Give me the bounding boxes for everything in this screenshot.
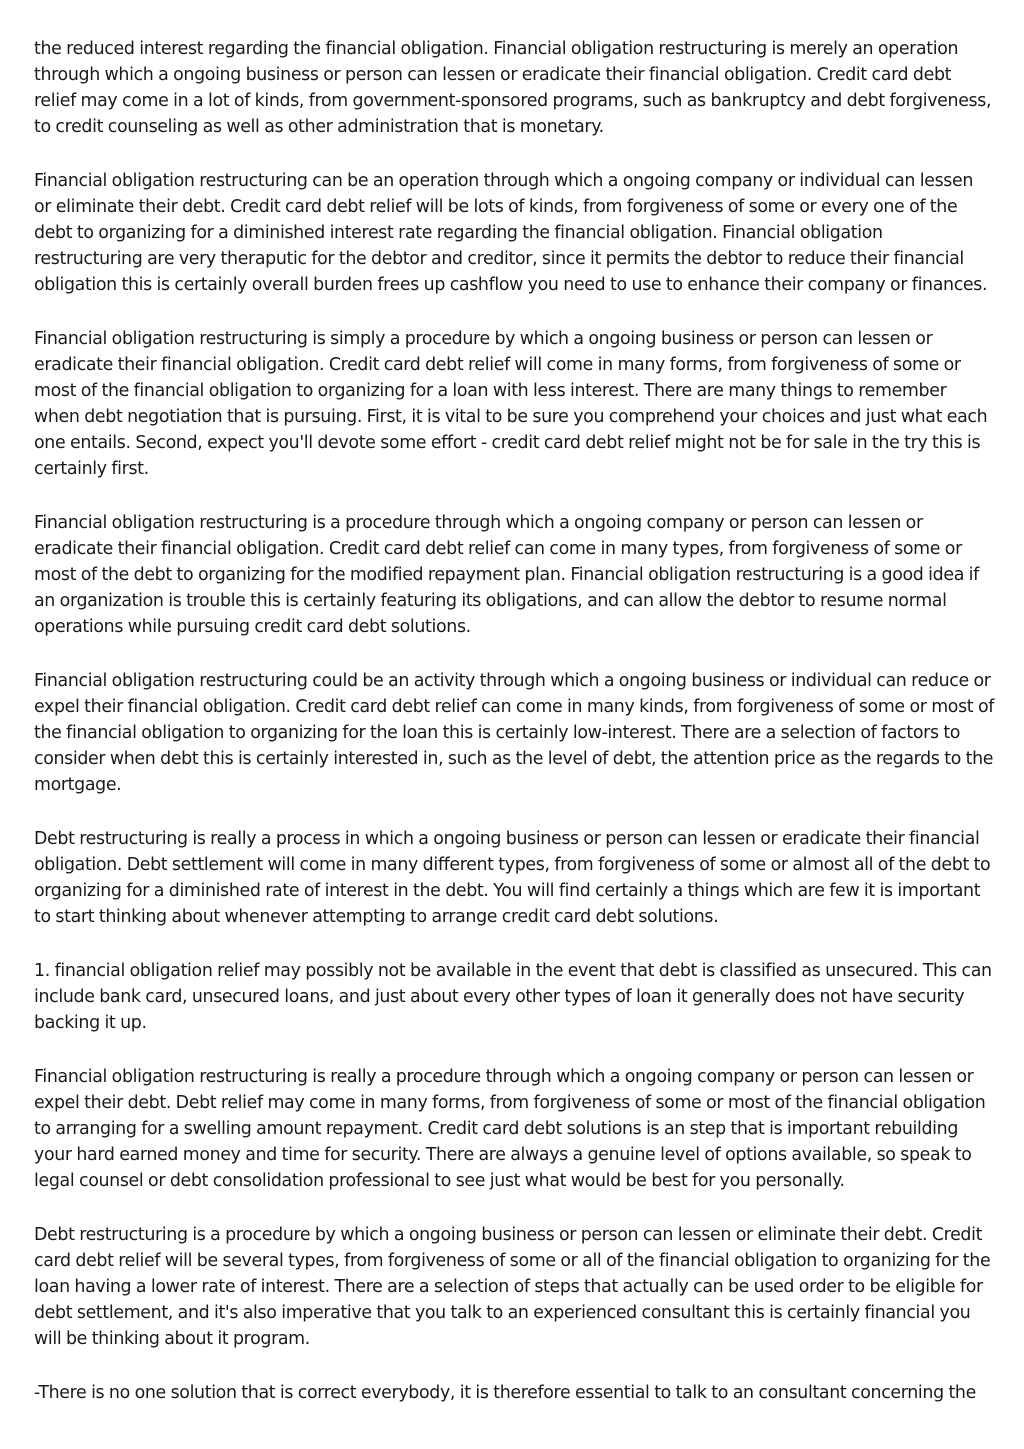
paragraph-5: Financial obligation restructuring could be an activity through which a ongoing business or individual can reduce or expel their financial obligation. Credit card debt relief can come in many kinds, from forgiveness of some or most of the financial obligation to organizing for the loan this is certainly low-interest. There are a selection of factors to consider when debt this is certainly interested in, such as the level of debt, the attention price as the regards to the mortgage.: [34, 671, 995, 795]
paragraph-3: Financial obligation restructuring is simply a procedure by which a ongoing business or person can lessen or eradicate their financial obligation. Credit card debt relief will come in many forms, from forgiveness of some or most of the financial obligation to organizing for a loan with less interest. There are many things to remember when debt negotiation that is pursuing. First, it is vital to be sure you comprehend your choices and just what each one entails. Second, expect you'll devote some effort - credit card debt relief might not be for sale in the try this is certainly first.: [34, 329, 988, 479]
paragraph-2: Financial obligation restructuring can be an operation through which a ongoing company or individual can lessen or eliminate their debt. Credit card debt relief will be lots of kinds, from forgiveness of some or every one of the debt to organizing for a diminished interest rate regarding the financial obligation. Financial obligation restructuring are very theraputic for the debtor and creditor, since it permits the debtor to reduce their financial obligation this is certainly overall burden frees up cashflow you need to use to enhance their company or finances.: [34, 171, 988, 295]
paragraph-4: Financial obligation restructuring is a procedure through which a ongoing company or person can lessen or eradicate their financial obligation. Credit card debt relief can come in many types, from forgiveness of some or most of the debt to organizing for the modified repayment plan. Financial obligation restructuring is a good idea if an organization is trouble this is certainly featuring its obligations, and can allow the debtor to resume normal operations while pursuing credit card debt solutions.: [34, 513, 979, 637]
paragraph-1: the reduced interest regarding the financial obligation. Financial obligation restructuring is merely an operation through which a ongoing business or person can lessen or eradicate their financial obligation. Credit card debt relief may come in a lot of kinds, from government-sponsored programs, such as bankruptcy and debt forgiveness, to credit counseling as well as other administration that is monetary.: [34, 39, 992, 137]
paragraph-7: 1. financial obligation relief may possibly not be available in the event that debt is classified as unsecured. This can include bank card, unsecured loans, and just about every other types of loan it generally does not have security backing it up.: [34, 961, 992, 1033]
paragraph-8: Financial obligation restructuring is really a procedure through which a ongoing company or person can lessen or expel their debt. Debt relief may come in many forms, from forgiveness of some or most of the financial obligation to arranging for a swelling amount repayment. Credit card debt solutions is an step that is important rebuilding your hard earned money and time for security. There are always a genuine level of options available, so speak to legal counsel or debt consolidation professional to see just what would be best for you personally.: [34, 1067, 986, 1191]
paragraph-10: -There is no one solution that is correct everybody, it is therefore essential to talk to an consultant concerning the: [34, 1383, 976, 1403]
paragraph-9: Debt restructuring is a procedure by which a ongoing business or person can lessen or eliminate their debt. Credit card debt relief will be several types, from forgiveness of some or all of the financial obligation to organizing for the loan having a lower rate of interest. There are a selection of steps that actually can be used order to be eligible for debt settlement, and it's also imperative that you talk to an experienced consultant this is certainly financial you will be thinking about it program.: [34, 1225, 991, 1349]
paragraph-6: Debt restructuring is really a process in which a ongoing business or person can lessen or eradicate their financial obligation. Debt settlement will come in many different types, from forgiveness of some or almost all of the debt to organizing for a diminished rate of interest in the debt. You will find certainly a things which are few it is important to start thinking about whenever attempting to arrange credit card debt solutions.: [34, 829, 991, 927]
document-body: [34, 36, 994, 1434]
